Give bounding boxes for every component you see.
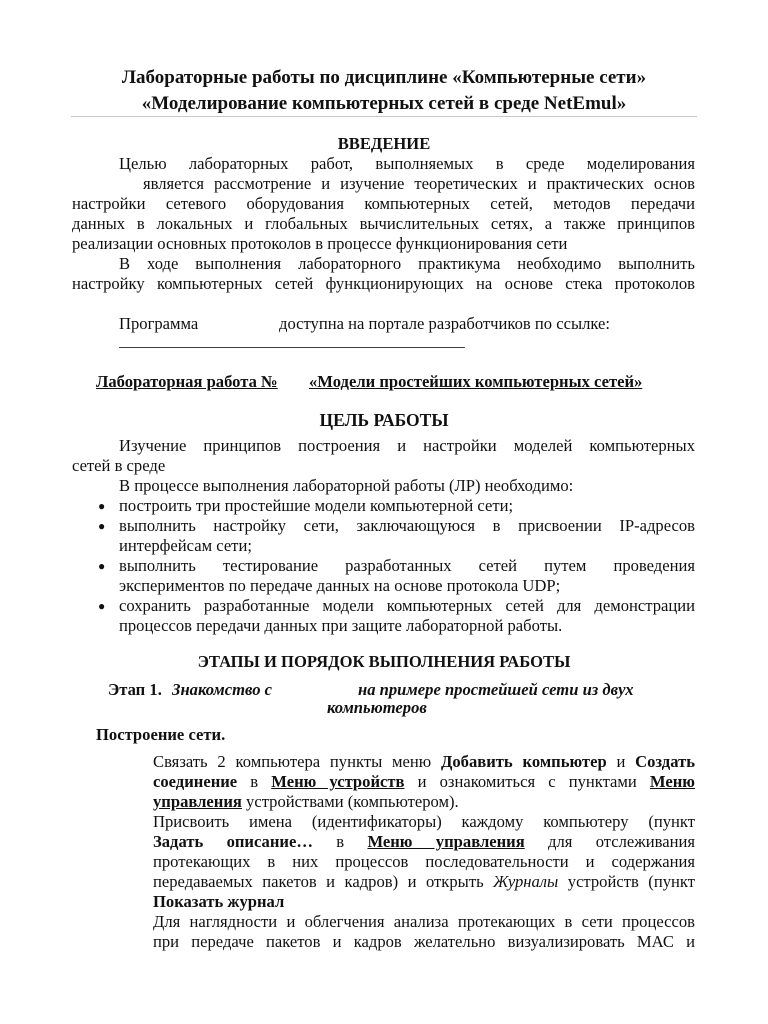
step-3-line-2: при передаче пакетов и кадров желательно визуализировать МАС и xyxy=(153,932,695,951)
build-network-heading: Построение сети. xyxy=(96,725,226,744)
bullet-4-line-2: процессов передачи данных при защите лабораторной работы. xyxy=(119,616,563,635)
program-availability-text: доступна на портале разработчиков по ссылке: xyxy=(279,314,611,333)
intro-p1-line-4: данных в локальных и глобальных вычислительных сетях, а также принципов xyxy=(72,214,695,233)
bullet-1-line-1: построить три простейшие модели компьютерной сети; xyxy=(119,496,514,515)
stage-1-title-part-2: на примере простейшей сети из двух xyxy=(358,680,634,699)
bullet-icon: ● xyxy=(98,519,106,533)
step-3-line-1: Для наглядности и облегчения анализа протекающих в сети процессов xyxy=(153,912,695,931)
bullet-3-line-2: экспериментов по передаче данных на основе протокола UDP; xyxy=(119,576,561,595)
intro-p1-line-2: является рассмотрение и изучение теоретических и практических основ xyxy=(143,174,695,193)
intro-p1-line-5: реализации основных протоколов в процессе функционирования сети xyxy=(72,234,568,253)
bullet-4-line-1: сохранить разработанные модели компьютерных сетей для демонстрации xyxy=(119,596,695,615)
program-label: Программа xyxy=(119,314,199,333)
step-1-line-1: Связать 2 компьютера пункты меню Добавить компьютер и Создать xyxy=(153,752,695,771)
stage-1-label: Этап 1. xyxy=(108,680,162,699)
goal-heading: ЦЕЛЬ РАБОТЫ xyxy=(319,410,449,430)
goal-p1-line-1: Изучение принципов построения и настройки моделей компьютерных xyxy=(119,436,695,455)
menu-management-ref: Меню управления xyxy=(367,832,525,851)
intro-heading: ВВЕДЕНИЕ xyxy=(337,134,431,153)
intro-p2-line-2: настройку компьютерных сетей функционирующих на основе стека протоколов xyxy=(72,274,695,293)
menu-devices-ref: Меню устройств xyxy=(271,772,405,791)
document-title-line-2: «Моделирование компьютерных сетей в среде NetEmul» xyxy=(141,93,627,114)
goal-p2: В процессе выполнения лабораторной работы (ЛР) необходимо: xyxy=(119,476,574,495)
lab-title-name: «Модели простейших компьютерных сетей» xyxy=(309,372,643,391)
bullet-icon: ● xyxy=(98,499,106,513)
intro-p1-line-3: настройки сетевого оборудования компьютерных сетей, методов передачи xyxy=(72,194,695,213)
step-1-line-2: соединение в Меню устройств и ознакомиться с пунктами Меню xyxy=(153,772,695,791)
title-divider xyxy=(71,116,697,117)
step-2-line-1: Присвоить имена (идентификаторы) каждому компьютеру (пункт xyxy=(153,812,695,831)
step-2-line-4: передаваемых пакетов и кадров) и открыть Журналы устройств (пункт xyxy=(153,872,695,891)
intro-p1-line-1: Целью лабораторных работ, выполняемых в среде моделирования xyxy=(119,154,695,173)
stage-1-title-part-3: компьютеров xyxy=(327,698,427,717)
menu-management-ref: Меню xyxy=(649,772,695,791)
step-2-line-5: Показать журнал xyxy=(153,892,285,911)
stage-1-title-part-1: Знакомство с xyxy=(172,680,273,699)
step-2-line-3: протекающих в них процессов последовательности и содержания xyxy=(153,852,695,871)
step-2-line-2: Задать описание… в Меню управления для отслеживания xyxy=(153,832,695,851)
bullet-icon: ● xyxy=(98,559,106,573)
document-title-line-1: Лабораторные работы по дисциплине «Компьютерные сети» xyxy=(121,67,647,88)
bullet-3-line-1: выполнить тестирование разработанных сетей путем проведения xyxy=(119,556,695,575)
step-1-line-3: управления устройствами (компьютером). xyxy=(153,792,459,811)
bullet-icon: ● xyxy=(98,599,106,613)
bullet-2-line-1: выполнить настройку сети, заключающуюся в присвоении IP-адресов xyxy=(119,516,695,535)
bullet-2-line-2: интерфейсам сети; xyxy=(119,536,252,555)
download-link[interactable] xyxy=(119,347,465,348)
intro-p2-line-1: В ходе выполнения лабораторного практикума необходимо выполнить xyxy=(119,254,695,273)
lab-title-prefix: Лабораторная работа № xyxy=(96,372,278,391)
goal-p1-line-2: сетей в среде xyxy=(72,456,166,475)
stages-heading: ЭТАПЫ И ПОРЯДОК ВЫПОЛНЕНИЯ РАБОТЫ xyxy=(197,652,571,671)
